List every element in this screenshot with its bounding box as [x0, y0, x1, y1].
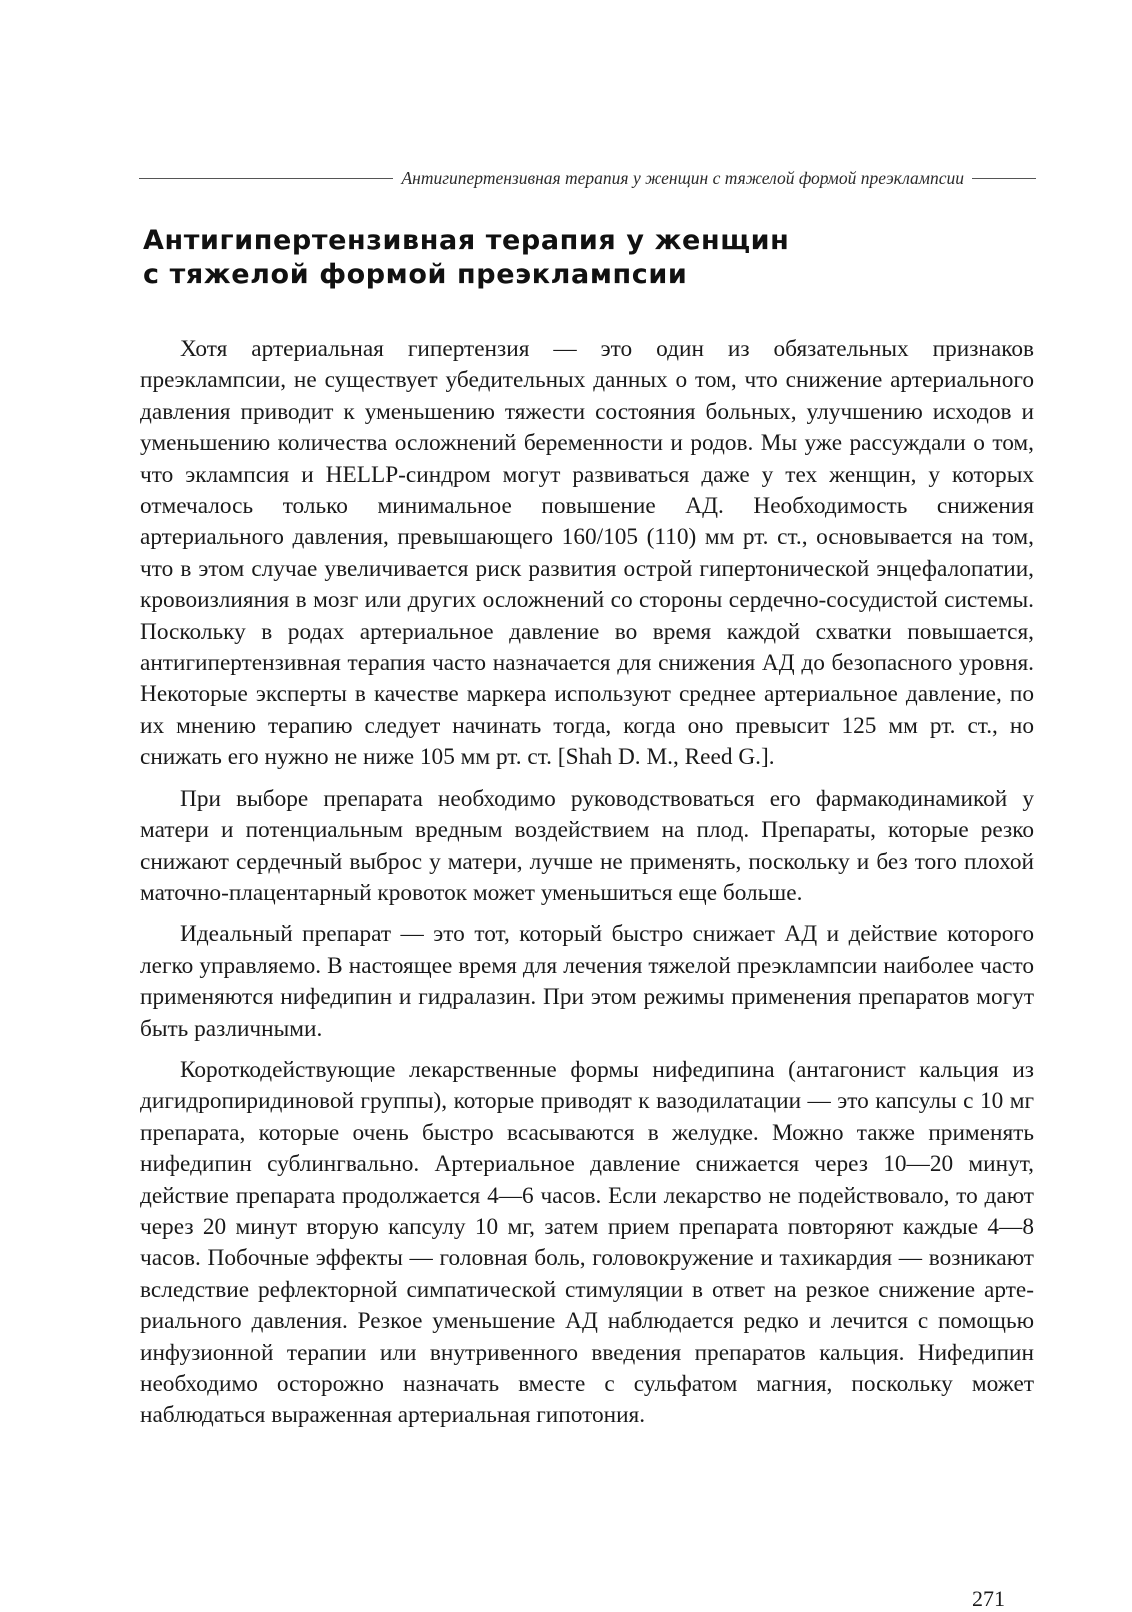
paragraph-3: Идеальный препарат — это тот, который быстро снижает АД и действие которого легко управляемо. В настоящее время для лечения тяжелой преэклампсии наиболее часто применяются нифедипин и гидралазин. При этом режимы применения препаратов могут быть различными.: [140, 921, 1034, 1042]
chapter-title-line-1: Антигипертензивная терапия у женщин: [143, 225, 790, 256]
paragraph-1: Хотя артериальная гипертензия — это один из обязательных признаков преэклампсии, не существует убедительных данных о том, что снижение артериального давления приводит к уменьшению тяжести состояния больных, улучшению исходов и уменьшению количества осложнений беременности и родов. Мы уже рассуждали о том, что эклампсия и HELLP-синдром могут развиваться даже у тех женщин, у которых отмечалось только минимальное повышение АД. Необходимость снижения артериального давления, превышающего 160/105 (110) мм рт. ст., основывается на том, что в этом случае увеличивается риск развития острой гипертонической энцефалопатии, кровоизлияния в мозг или других осложнений со стороны сердечно-сосудистой системы. Поскольку в родах артериальное давление во время каждой схватки повышается, антигипертензивная терапия часто назначается для снижения АД до безопасного уровня. Некоторые эксперты в качестве маркера используют среднее артериальное давление, по их мнению терапию следует начинать тогда, когда оно превысит 125 мм рт. ст., но снижать его нужно не ниже 105 мм рт. ст. [Shah D. M., Reed G.].: [140, 336, 1034, 771]
paragraph-2: При выборе препарата необходимо руководствоваться его фармакодинамикой у матери и потенциальным вредным воздействием на плод. Препараты, которые резко снижают сердечный выброс у матери, лучше не применять, поскольку и без того плохой маточно-плацентарный кровоток может уменьшиться еще больше.: [140, 785, 1034, 906]
running-head-text: Антигипертензивная терапия у женщин с тяжелой формой преэклампсии: [401, 168, 964, 188]
chapter-title-line-2: с тяжелой формой преэклампсии: [143, 259, 688, 290]
running-head-rule-right: [972, 178, 1036, 179]
page-number: 271: [972, 1586, 1005, 1611]
running-head-rule-left: [139, 178, 393, 179]
chapter-title: [143, 224, 943, 292]
body-text: [140, 334, 1034, 1442]
running-head: [139, 168, 1036, 189]
paragraph-4: Короткодействующие лекарственные формы нифедипина (антагонист кальция из дигидропиридиновой группы), которые приводят к вазодилатации — это капсулы с 10 мг препарата, которые очень быстро всасываются в желудке. Можно также применять нифедипин сублингвально. Артериальное давление снижается через 10—20 минут, действие препарата продолжается 4—6 часов. Если лекарство не подействовало, то дают через 20 минут вторую капсулу 10 мг, затем прием препарата повторяют каждые 4—8 часов. Побочные эффекты — головная боль, головокружение и тахикардия — возникают вследствие рефлекторной симпатической стимуляции в ответ на резкое снижение артериального давления. Резкое уменьшение АД наблюдается редко и лечится с помощью инфузионной терапии или внутривенного введения препаратов кальция. Нифедипин необходимо осторожно назначать вместе с сульфатом магния, поскольку может наблюдаться выраженная артериальная гипотония.: [140, 1056, 1034, 1429]
